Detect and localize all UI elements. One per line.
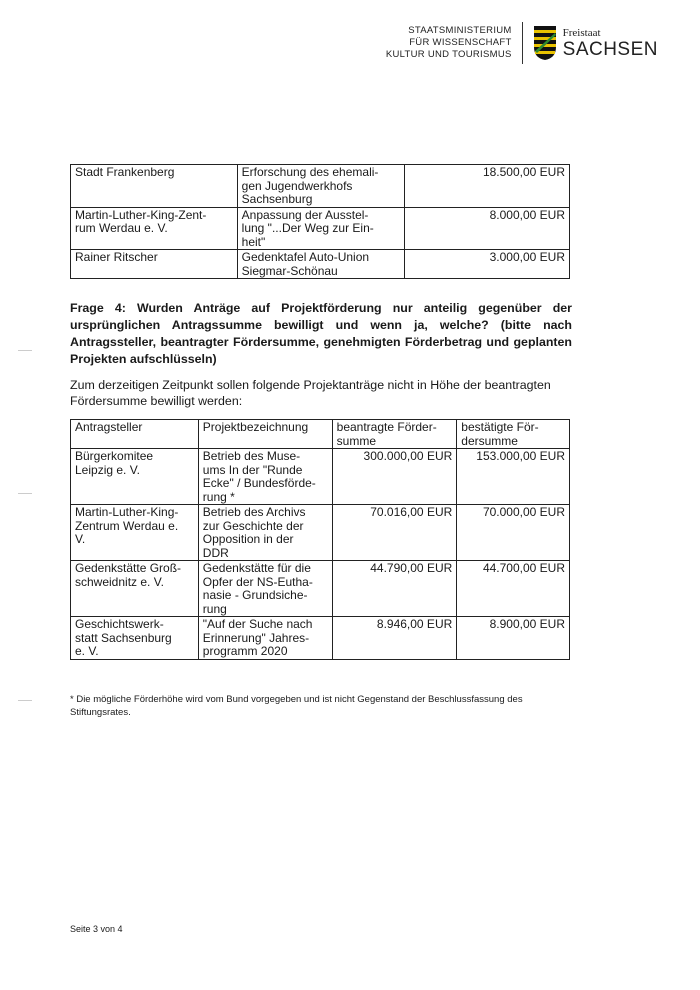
table-row xyxy=(71,561,570,617)
table-row xyxy=(71,207,570,250)
margin-mark xyxy=(18,350,32,351)
header-row xyxy=(71,420,570,449)
partial-funding-table-body xyxy=(71,449,570,660)
ministry-name xyxy=(386,25,522,61)
approved-amount-cell: 44.700,00 EUR xyxy=(457,561,570,617)
approved-amount-cell: 70.000,00 EUR xyxy=(457,505,570,561)
table-row xyxy=(71,250,570,279)
column-header: bestätigte För- dersumme xyxy=(457,420,570,449)
applicant-cell: Martin-Luther-King-Zent- rum Werdau e. V. xyxy=(71,207,238,250)
column-header: Antragsteller xyxy=(71,420,199,449)
table-row xyxy=(71,165,570,208)
project-cell: Erforschung des ehemali- gen Jugendwerkhofs Sachsenburg xyxy=(237,165,405,208)
amount-cell: 3.000,00 EUR xyxy=(405,250,570,279)
project-cell: Gedenktafel Auto-Union Siegmar-Schönau xyxy=(237,250,405,279)
applicant-cell: Stadt Frankenberg xyxy=(71,165,238,208)
table-row xyxy=(71,449,570,505)
footnote: * Die mögliche Förderhöhe wird vom Bund vorgegeben und ist nicht Gegenstand der Beschlussfassung des Stiftungsrates. xyxy=(70,694,523,718)
project-cell: Gedenkstätte für die Opfer der NS-Eutha- nasie - Grundsiche- rung xyxy=(198,561,332,617)
ministry-line: STAATSMINISTERIUM xyxy=(408,25,512,36)
margin-mark xyxy=(18,493,32,494)
answer-text: Zum derzeitigen Zeitpunkt sollen folgende Projektanträge nicht in Höhe der beantragten Fördersumme bewilligt werden: xyxy=(70,378,551,408)
applicant-cell: Bürgerkomitee Leipzig e. V. xyxy=(71,449,199,505)
funding-table-top-body xyxy=(71,165,570,279)
amount-cell: 18.500,00 EUR xyxy=(405,165,570,208)
brand-name: SACHSEN xyxy=(562,38,658,60)
requested-amount-cell: 300.000,00 EUR xyxy=(332,449,457,505)
margin-mark xyxy=(18,700,32,701)
requested-amount-cell: 8.946,00 EUR xyxy=(332,617,457,660)
page-number: Seite 3 von 4 xyxy=(70,924,123,934)
ministry-line: FÜR WISSENSCHAFT xyxy=(409,37,512,48)
brand-small-text: Freistaat xyxy=(562,26,601,39)
requested-amount-cell: 44.790,00 EUR xyxy=(332,561,457,617)
project-cell: Anpassung der Ausstel- lung "...Der Weg zur Ein- heit" xyxy=(237,207,405,250)
requested-amount-cell: 70.016,00 EUR xyxy=(332,505,457,561)
applicant-cell: Geschichtswerk- statt Sachsenburg e. V. xyxy=(71,617,199,660)
partial-funding-table xyxy=(70,419,570,660)
approved-amount-cell: 8.900,00 EUR xyxy=(457,617,570,660)
partial-funding-table-header xyxy=(71,420,570,449)
project-cell: Betrieb des Muse- ums In der "Runde Ecke" / Bundesförde- rung * xyxy=(198,449,332,505)
project-cell: Betrieb des Archivs zur Geschichte der Opposition in der DDR xyxy=(198,505,332,561)
saxony-coat-of-arms-icon xyxy=(533,25,557,61)
applicant-cell: Martin-Luther-King- Zentrum Werdau e. V. xyxy=(71,505,199,561)
funding-table-top xyxy=(70,164,570,279)
header-divider xyxy=(522,22,523,64)
amount-cell: 8.000,00 EUR xyxy=(405,207,570,250)
applicant-cell: Gedenkstätte Groß- schweidnitz e. V. xyxy=(71,561,199,617)
ministry-line: KULTUR UND TOURISMUS xyxy=(385,49,512,60)
question-4: Frage 4: Wurden Anträge auf Projektförderung nur anteilig gegenüber der ursprünglichen Antragssumme bewilligt und wenn ja, welche? (bitte nach Antragssteller, beantragter Fördersumme, genehmigten Förderbetrag und geplanten Projekten aufschlüsseln) xyxy=(70,301,572,366)
approved-amount-cell: 153.000,00 EUR xyxy=(457,449,570,505)
state-brand xyxy=(563,28,658,59)
applicant-cell: Rainer Ritscher xyxy=(71,250,238,279)
column-header: beantragte Förder- summe xyxy=(332,420,457,449)
column-header: Projektbezeichnung xyxy=(198,420,332,449)
table-row xyxy=(71,617,570,660)
table-row xyxy=(71,505,570,561)
project-cell: "Auf der Suche nach Erinnerung" Jahres- programm 2020 xyxy=(198,617,332,660)
letterhead xyxy=(386,22,658,64)
